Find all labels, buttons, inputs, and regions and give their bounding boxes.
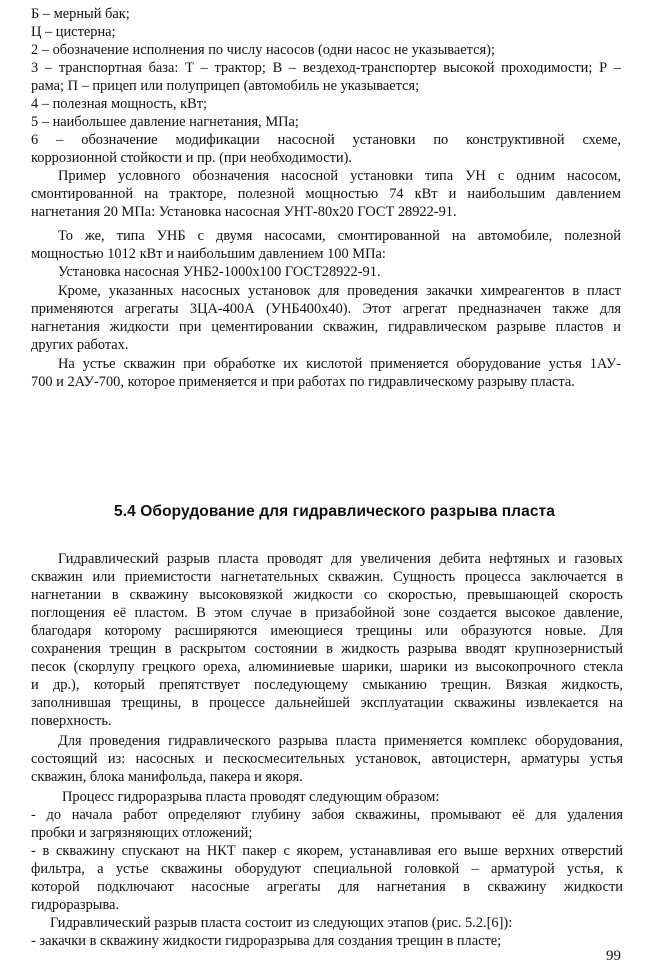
list-item: 6 – обозначение модификации насосной установки по конструктивной схеме, xyxy=(31,132,621,148)
paragraph-line: песок (скорлупу грецкого ореха, алюминиевые шарики, шарики из высокопрочного стекла xyxy=(31,659,623,675)
list-item-continuation: рама; П – прицеп или полуприцеп (автомобиль не указывается; xyxy=(31,78,420,94)
paragraph-line: Пример условного обозначения насосной установки типа УН с одним насосом, xyxy=(58,168,621,184)
paragraph-line: поверхность. xyxy=(31,713,112,729)
paragraph-line: сохранения трещин в раскрытом состоянии в жидкость разрыва вводят крупнозернистый xyxy=(31,641,623,657)
paragraph-line: нагнетании в скважину высоковязкой жидкости со скоростью, превышающей скорость xyxy=(31,587,623,603)
paragraph-line: заполнившая трещины, в процессе дальнейшей эксплуатации скважины извлекается на xyxy=(31,695,623,711)
paragraph-line: Установка насосная УНБ2-1000х100 ГОСТ28922-91. xyxy=(58,264,381,280)
list-item: 5 – наибольшее давление нагнетания, МПа; xyxy=(31,114,299,130)
list-item: - закачки в скважину жидкости гидроразрыва для создания трещин в пласте; xyxy=(31,933,502,949)
paragraph-line: благодаря которому расширяются имеющиеся трещины или образуются новые. Для xyxy=(31,623,623,639)
paragraph-line: и др.), который препятствует последующему смыканию трещин. Вязкая жидкость, xyxy=(31,677,623,693)
paragraph-line: Гидравлический разрыв пласта состоит из следующих этапов (рис. 5.2.[6]): xyxy=(50,915,513,931)
list-item-continuation: гидроразрыва. xyxy=(31,897,120,913)
paragraph-line: То же, типа УНБ с двумя насосами, смонтированной на автомобиле, полезной xyxy=(58,228,621,244)
list-item: - в скважину спускают на НКТ пакер с якорем, устанавливая его выше верхних отверстий xyxy=(31,843,623,859)
page-number: 99 xyxy=(606,948,621,964)
paragraph-line: скважин, блока манифольда, пакера и якоря. xyxy=(31,769,303,785)
paragraph-line: нагнетания жидкости при цементировании скважин, гидравлическом разрыве пластов и xyxy=(31,319,621,335)
paragraph-line: Процесс гидроразрыва пласта проводят следующим образом: xyxy=(62,789,440,805)
list-item: Б – мерный бак; xyxy=(31,6,130,22)
paragraph-line: нагнетания 20 МПа: Установка насосная УНТ-80х20 ГОСТ 28922-91. xyxy=(31,204,457,220)
list-item-continuation: пробки и загрязняющих отложений; xyxy=(31,825,253,841)
list-item: Ц – цистерна; xyxy=(31,24,116,40)
paragraph-line: других работах. xyxy=(31,337,129,353)
section-heading: 5.4 Оборудование для гидравлического разрыва пласта xyxy=(114,503,555,520)
paragraph-line: Гидравлический разрыв пласта проводят для увеличения дебита нефтяных и газовых xyxy=(58,551,623,567)
paragraph-line: поглощения её пластом. В этом случае в призабойной зоне создается высокое давление, xyxy=(31,605,623,621)
list-item-continuation: коррозионной стойкости и пр. (при необходимости). xyxy=(31,150,353,166)
list-item: 4 – полезная мощность, кВт; xyxy=(31,96,207,112)
paragraph-line: мощностью 1012 кВт и наибольшим давлением 100 МПа: xyxy=(31,246,386,262)
paragraph-line: применяются агрегаты 3ЦА-400А (УНБ400х40). Этот агрегат предназначен также для xyxy=(31,301,621,317)
paragraph-line: Для проведения гидравлического разрыва пласта применяется комплекс оборудования, xyxy=(58,733,623,749)
paragraph-line: 700 и 2АУ-700, которое применяется и при работах по гидравлическому разрыву пласта. xyxy=(31,374,575,390)
list-item-continuation: которой подключают насосные агрегаты для нагнетания в скважину жидкости xyxy=(31,879,623,895)
list-item: 2 – обозначение исполнения по числу насосов (одни насос не указывается); xyxy=(31,42,495,58)
paragraph-line: На устье скважин при обработке их кислотой применяется оборудование устья 1АУ- xyxy=(58,356,621,372)
list-item: - до начала работ определяют глубину забоя скважины, промывают её для удаления xyxy=(31,807,623,823)
paragraph-line: состоящий из: насосных и пескосмесительных установок, автоцистерн, арматуры устья xyxy=(31,751,623,767)
paragraph-line: Кроме, указанных насосных установок для проведения закачки химреагентов в пласт xyxy=(58,283,621,299)
paragraph-line: смонтированной на тракторе, полезной мощностью 74 кВт и наибольшим давлением xyxy=(31,186,621,202)
paragraph-line: скважин или приемистости нагнетательных скважин. Сущность процесса заключается в xyxy=(31,569,623,585)
list-item-continuation: фильтра, а устье скважины оборудуют специальной головкой – арматурой устья, к xyxy=(31,861,623,877)
list-item: 3 – транспортная база: Т – трактор; В – вездеход-транспортер высокой проходимости; Р – xyxy=(31,60,621,76)
